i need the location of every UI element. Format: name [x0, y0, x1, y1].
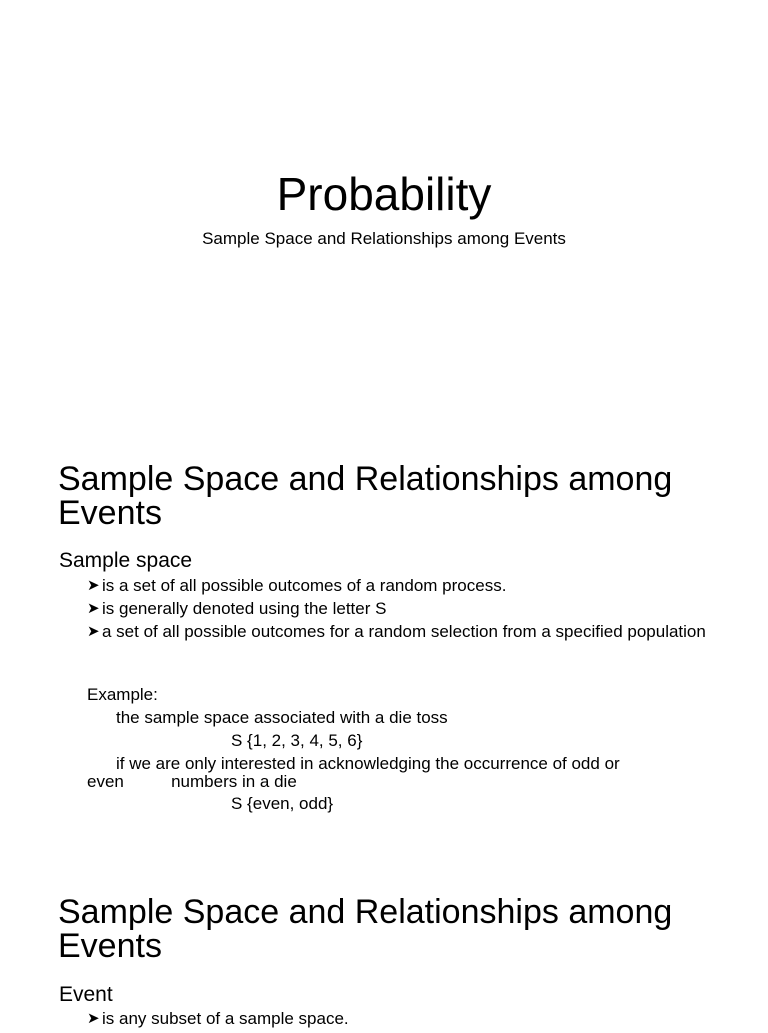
section-label-event: Event: [59, 983, 113, 1006]
bullet-text: is a set of all possible outcomes of a random process.: [102, 576, 507, 595]
arrowhead-bullet-icon: ➤: [87, 600, 100, 617]
bullet-text: is generally denoted using the letter S: [102, 599, 387, 618]
presentation-subtitle: Sample Space and Relationships among Events: [202, 229, 566, 248]
event-bullets: [87, 1010, 727, 1033]
bullet-text: a set of all possible outcomes for a random selection from a specified population: [102, 622, 706, 641]
list-item: [87, 1010, 727, 1028]
slide-heading: Sample Space and Relationships among Events: [58, 460, 673, 532]
presentation-title: Probability: [276, 168, 492, 220]
section-label-sample-space: Sample space: [59, 549, 193, 572]
bullet-text: is any subset of a sample space.: [102, 1009, 349, 1028]
example-line: if we are only interested in acknowledging the occurrence of odd or: [116, 754, 620, 773]
example-set: S {even, odd}: [231, 794, 334, 813]
example-line: the sample space associated with a die toss: [116, 708, 448, 727]
arrowhead-bullet-icon: ➤: [87, 1010, 100, 1027]
example-line: even numbers in a die: [87, 772, 297, 791]
arrowhead-bullet-icon: ➤: [87, 577, 100, 594]
example-set: S {1, 2, 3, 4, 5, 6}: [231, 731, 363, 750]
example-label: Example:: [87, 685, 158, 704]
slide-heading: Sample Space and Relationships among Events: [58, 893, 673, 965]
arrowhead-bullet-icon: ➤: [87, 623, 100, 640]
